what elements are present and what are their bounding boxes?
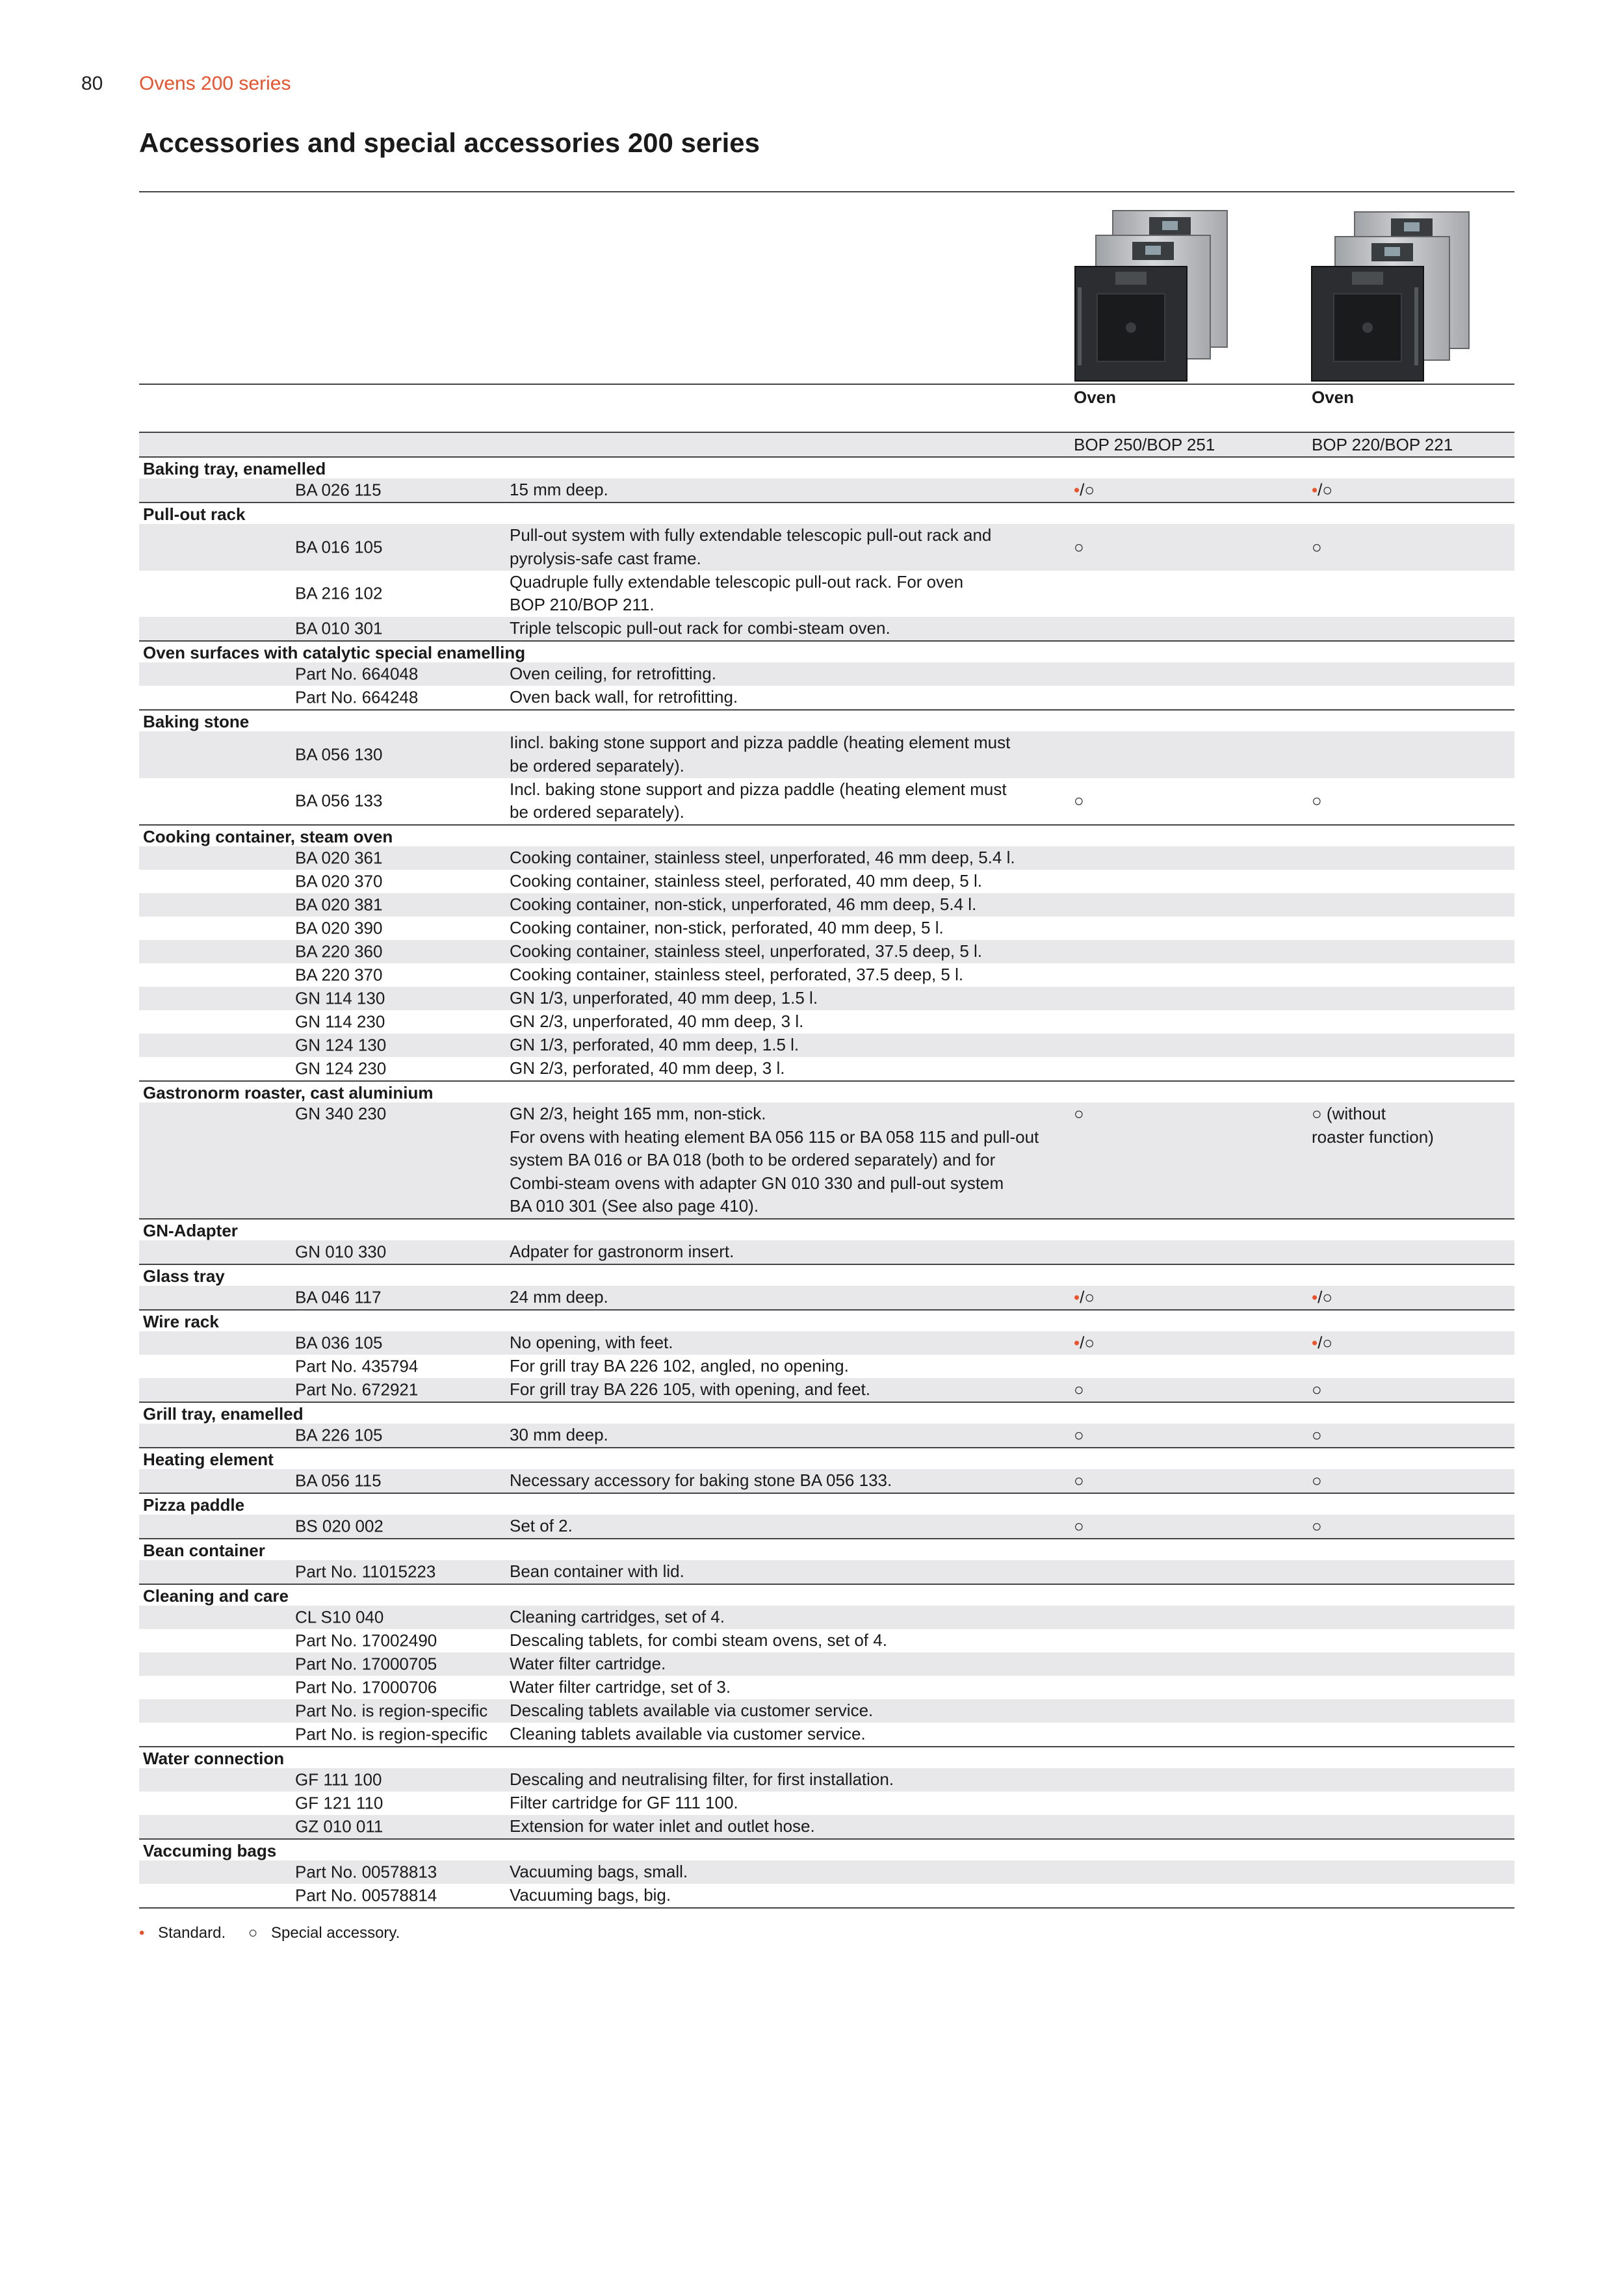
description: [510, 478, 1056, 502]
description: [510, 662, 1056, 686]
description: [510, 617, 1056, 640]
category-heading: Baking tray, enamelled: [139, 456, 1514, 478]
description: [510, 846, 1056, 870]
description: [510, 917, 1056, 940]
table-row: [139, 1768, 1514, 1792]
availability-2: [1312, 536, 1322, 559]
part-number: GF 111 100: [295, 1769, 382, 1790]
special-mark: ○: [1312, 790, 1322, 811]
description: [510, 686, 1056, 709]
special-mark: ○: [1074, 537, 1084, 556]
mark-separator: /: [1318, 480, 1323, 500]
description-line: Quadruple fully extendable telescopic pull-out rack. For oven: [510, 571, 964, 592]
table-row: [139, 1792, 1514, 1815]
table-row: [139, 1884, 1514, 1907]
description: [510, 963, 1056, 987]
table-row: [139, 940, 1514, 963]
availability-2: [1312, 1515, 1322, 1538]
table-header: [139, 384, 1514, 432]
table-end-rule: [139, 1907, 1514, 1909]
description-line: Iincl. baking stone support and pizza paddle (heating element must: [510, 733, 1011, 752]
special-mark: ○: [1074, 1470, 1084, 1491]
availability-1: [1074, 1515, 1084, 1538]
description-line: Combi-steam ovens with adapter GN 010 330 and pull-out system: [510, 1173, 1004, 1193]
category-heading: Cleaning and care: [139, 1584, 1514, 1606]
part-number: BA 220 360: [295, 941, 383, 961]
part-number: BS 020 002: [295, 1516, 383, 1536]
special-mark: ○: [1084, 1287, 1095, 1307]
description-line: Cooking container, stainless steel, perforated, 37.5 deep, 5 l.: [510, 965, 964, 984]
description: [510, 1652, 1056, 1676]
description: [510, 778, 1056, 824]
description-line: be ordered separately).: [510, 755, 684, 776]
part-number: Part No. 664048: [295, 664, 419, 684]
part-number: BA 026 115: [295, 480, 382, 500]
description-line: Extension for water inlet and outlet hose.: [510, 1816, 815, 1836]
table-row: [139, 731, 1514, 778]
category-heading: Pull-out rack: [139, 502, 1514, 524]
special-mark: ○: [1312, 1379, 1322, 1400]
description: [510, 1629, 1056, 1652]
page-title: Accessories and special accessories 200 series: [139, 127, 760, 158]
description: [510, 1469, 1056, 1493]
category-heading: Oven surfaces with catalytic special enamelling: [139, 640, 1514, 662]
availability-2: [1312, 1286, 1332, 1309]
availability-2: [1312, 1469, 1322, 1493]
part-number: BA 020 381: [295, 894, 383, 915]
description-line: Cooking container, stainless steel, unperforated, 37.5 deep, 5 l.: [510, 941, 983, 961]
special-mark: ○: [1084, 1333, 1095, 1353]
part-number: Part No. 11015223: [295, 1561, 436, 1582]
description: [510, 1676, 1056, 1699]
description-line: system BA 016 or BA 018 (both to be ordered separately) and for: [510, 1150, 996, 1169]
part-number: CL S10 040: [295, 1607, 384, 1627]
part-number: Part No. is region-specific: [295, 1724, 488, 1744]
description: [510, 1331, 1056, 1355]
table-row: [139, 1286, 1514, 1309]
part-number: Part No. 00578814: [295, 1885, 437, 1905]
category-heading: Vaccuming bags: [139, 1838, 1514, 1860]
table-row: [139, 617, 1514, 640]
title-divider: [139, 191, 1514, 192]
table-row: [139, 1606, 1514, 1629]
table-row: [139, 478, 1514, 502]
table-row: [139, 1469, 1514, 1493]
column-type-1: Oven: [1074, 387, 1117, 407]
table-row: [139, 1010, 1514, 1034]
description: [510, 1699, 1056, 1723]
description-line: Cooking container, non-stick, perforated, 40 mm deep, 5 l.: [510, 918, 944, 937]
availability-2: [1312, 790, 1322, 813]
part-number: BA 046 117: [295, 1287, 382, 1307]
table-row: [139, 1652, 1514, 1676]
description-line: Vacuuming bags, big.: [510, 1885, 671, 1905]
part-number: Part No. 672921: [295, 1379, 419, 1400]
availability-1: [1074, 1286, 1095, 1309]
table-row: [139, 963, 1514, 987]
part-number: Part No. 17000706: [295, 1677, 437, 1697]
part-number: BA 036 105: [295, 1333, 383, 1353]
page-number: 80: [81, 73, 103, 94]
availability-2: [1312, 478, 1332, 502]
special-mark: ○: [1074, 1104, 1084, 1123]
description: [510, 1768, 1056, 1792]
table-row: [139, 1424, 1514, 1447]
special-mark: ○: [1312, 1425, 1322, 1445]
description: [510, 1815, 1056, 1838]
description-line: Oven back wall, for retrofitting.: [510, 687, 738, 707]
special-mark: ○: [1084, 480, 1095, 500]
table-row: [139, 1699, 1514, 1723]
part-number: GF 121 110: [295, 1793, 383, 1813]
part-number: Part No. 435794: [295, 1356, 419, 1376]
part-number: BA 056 130: [295, 744, 383, 764]
legend: [139, 1924, 418, 1942]
special-mark: ○: [1074, 790, 1084, 811]
description: [510, 1723, 1056, 1746]
part-number: BA 010 301: [295, 618, 383, 638]
description: [510, 1378, 1056, 1402]
accessory-groups: [139, 456, 1514, 1907]
description-line: Descaling tablets, for combi steam ovens, set of 4.: [510, 1630, 887, 1650]
table-row: [139, 1378, 1514, 1402]
part-number: Part No. 17002490: [295, 1630, 437, 1650]
mark-separator: /: [1080, 480, 1085, 500]
table-row: [139, 1057, 1514, 1080]
model-row: [139, 432, 1514, 456]
description: [510, 1792, 1056, 1815]
table-row: [139, 1560, 1514, 1584]
column-models-2: BOP 220/BOP 221: [1312, 435, 1453, 454]
description-line: 30 mm deep.: [510, 1425, 608, 1444]
availability-1: [1074, 536, 1084, 559]
table-row: [139, 1515, 1514, 1538]
description: [510, 571, 1056, 617]
description-line: BOP 210/BOP 211.: [510, 595, 655, 614]
part-number: BA 056 133: [295, 790, 383, 811]
part-number: Part No. 00578813: [295, 1862, 437, 1882]
table-row: [139, 870, 1514, 893]
category-heading: Bean container: [139, 1538, 1514, 1560]
part-number: GN 124 130: [295, 1035, 387, 1055]
special-mark: ○: [1074, 1516, 1084, 1536]
table-row: [139, 1860, 1514, 1884]
description-line: Descaling and neutralising filter, for first installation.: [510, 1769, 894, 1789]
part-number: GN 124 230: [295, 1058, 387, 1078]
category-heading: Wire rack: [139, 1309, 1514, 1331]
table-row: [139, 1355, 1514, 1378]
part-number: BA 056 115: [295, 1470, 382, 1491]
description-line: Oven ceiling, for retrofitting.: [510, 664, 716, 683]
availability-note: roaster function): [1312, 1127, 1434, 1147]
description-line: 15 mm deep.: [510, 480, 608, 499]
table-row: [139, 571, 1514, 618]
part-number: GZ 010 011: [295, 1816, 383, 1836]
standard-mark: •: [1312, 480, 1318, 500]
description: [510, 940, 1056, 963]
mark-separator: /: [1080, 1333, 1085, 1353]
category-heading: Baking stone: [139, 709, 1514, 731]
description-line: Vacuuming bags, small.: [510, 1862, 688, 1881]
table-row: [139, 846, 1514, 870]
availability-2: [1312, 1424, 1322, 1447]
description-line: Cooking container, stainless steel, unperforated, 46 mm deep, 5.4 l.: [510, 848, 1015, 867]
category-heading: Cooking container, steam oven: [139, 824, 1514, 846]
oven-product-image-bop250: [1072, 209, 1248, 384]
description-line: Cleaning tablets available via customer service.: [510, 1724, 866, 1743]
description-line: Bean container with lid.: [510, 1561, 684, 1581]
mark-separator: /: [1080, 1287, 1085, 1307]
legend-special: ○ Special accessory.: [248, 1924, 400, 1942]
category-heading: Heating element: [139, 1447, 1514, 1469]
part-number: BA 216 102: [295, 583, 383, 603]
standard-mark: •: [1074, 480, 1080, 500]
part-number: BA 220 370: [295, 965, 383, 985]
availability-2: [1312, 1378, 1322, 1402]
standard-mark: •: [1312, 1287, 1318, 1307]
description-line: 24 mm deep.: [510, 1287, 608, 1307]
special-mark: ○: [1322, 1333, 1333, 1353]
description: [510, 870, 1056, 893]
availability-1: [1074, 1331, 1095, 1355]
category-heading: Pizza paddle: [139, 1493, 1514, 1515]
availability-1: [1074, 1424, 1084, 1447]
standard-mark: •: [1074, 1333, 1080, 1353]
column-models-1: BOP 250/BOP 251: [1074, 435, 1215, 454]
description: [510, 987, 1056, 1010]
special-mark: ○: [1312, 1470, 1322, 1491]
description: [510, 1102, 1056, 1218]
special-mark: ○ (without: [1312, 1104, 1386, 1123]
table-row: [139, 987, 1514, 1010]
part-number: GN 010 330: [295, 1242, 387, 1262]
part-number: GN 114 130: [295, 988, 385, 1008]
description-line: Adpater for gastronorm insert.: [510, 1242, 734, 1261]
table-row: [139, 1102, 1514, 1218]
category-heading: Gastronorm roaster, cast aluminium: [139, 1080, 1514, 1102]
table-row: [139, 1331, 1514, 1355]
description: [510, 1515, 1056, 1538]
table-row: [139, 686, 1514, 709]
part-number: BA 016 105: [295, 537, 383, 556]
description: [510, 1606, 1056, 1629]
description: [510, 1860, 1056, 1884]
category-heading: Water connection: [139, 1746, 1514, 1768]
part-number: BA 226 105: [295, 1425, 383, 1445]
table-row: [139, 1240, 1514, 1264]
description-line: Water filter cartridge, set of 3.: [510, 1677, 731, 1697]
description-line: GN 1/3, unperforated, 40 mm deep, 1.5 l.: [510, 988, 818, 1008]
table-row: [139, 662, 1514, 686]
section-title: Ovens 200 series: [139, 73, 291, 94]
part-number: BA 020 361: [295, 848, 383, 868]
availability-1: [1074, 1378, 1084, 1402]
table-row: [139, 893, 1514, 917]
availability-1: [1074, 478, 1095, 502]
category-heading: Grill tray, enamelled: [139, 1402, 1514, 1424]
description: [510, 524, 1056, 570]
table-row: [139, 524, 1514, 571]
accessories-table: [139, 384, 1514, 1909]
description: [510, 1286, 1056, 1309]
mark-separator: /: [1318, 1333, 1323, 1353]
description: [510, 1010, 1056, 1034]
description: [510, 1034, 1056, 1057]
description-line: Cooking container, stainless steel, perforated, 40 mm deep, 5 l.: [510, 871, 982, 891]
table-row: [139, 917, 1514, 940]
special-mark: ○: [1322, 480, 1333, 500]
legend-standard: • Standard.: [139, 1924, 226, 1942]
description-line: GN 1/3, perforated, 40 mm deep, 1.5 l.: [510, 1035, 799, 1054]
oven-product-image-bop220: [1309, 209, 1485, 384]
description-line: Cooking container, non-stick, unperforated, 46 mm deep, 5.4 l.: [510, 894, 977, 914]
description-line: Pull-out system with fully extendable telescopic pull-out rack and: [510, 525, 992, 545]
table-row: [139, 778, 1514, 825]
availability-1: [1074, 1469, 1084, 1493]
description-line: For grill tray BA 226 105, with opening, and feet.: [510, 1379, 871, 1399]
description-line: GN 2/3, height 165 mm, non-stick.: [510, 1104, 766, 1123]
description: [510, 1424, 1056, 1447]
special-mark: ○: [1074, 1425, 1084, 1445]
description-line: Necessary accessory for baking stone BA 056 133.: [510, 1470, 892, 1490]
description-line: Triple telscopic pull-out rack for combi-steam oven.: [510, 618, 890, 638]
standard-mark: •: [1312, 1333, 1318, 1353]
description-line: For ovens with heating element BA 056 115 or BA 058 115 and pull-out: [510, 1127, 1039, 1147]
availability-1: [1074, 1102, 1084, 1126]
description-line: Cleaning cartridges, set of 4.: [510, 1607, 725, 1626]
description-line: Descaling tablets available via customer service.: [510, 1701, 874, 1720]
description: [510, 1355, 1056, 1378]
description: [510, 1240, 1056, 1264]
column-type-2: Oven: [1312, 387, 1355, 407]
part-number: GN 340 230: [295, 1104, 387, 1123]
special-mark: ○: [1312, 537, 1322, 556]
description: [510, 893, 1056, 917]
description-line: For grill tray BA 226 102, angled, no opening.: [510, 1356, 849, 1376]
standard-mark: •: [1074, 1287, 1080, 1307]
part-number: GN 114 230: [295, 1011, 385, 1032]
availability-2: [1312, 1331, 1332, 1355]
part-number: Part No. 664248: [295, 687, 419, 707]
description: [510, 1884, 1056, 1907]
table-row: [139, 1629, 1514, 1652]
availability-2: [1312, 1102, 1434, 1149]
description: [510, 1057, 1056, 1080]
category-heading: Glass tray: [139, 1264, 1514, 1286]
availability-1: [1074, 790, 1084, 813]
special-mark: ○: [1312, 1516, 1322, 1536]
special-mark: ○: [1074, 1379, 1084, 1400]
description-line: pyrolysis-safe cast frame.: [510, 548, 701, 568]
description-line: Incl. baking stone support and pizza paddle (heating element must: [510, 779, 1007, 799]
description-line: Water filter cartridge.: [510, 1654, 666, 1673]
description-line: Set of 2.: [510, 1516, 573, 1535]
table-row: [139, 1815, 1514, 1838]
part-number: BA 020 390: [295, 918, 383, 938]
description-line: Filter cartridge for GF 111 100.: [510, 1793, 738, 1812]
mark-separator: /: [1318, 1287, 1323, 1307]
description: [510, 731, 1056, 777]
table-row: [139, 1676, 1514, 1699]
description-line: GN 2/3, perforated, 40 mm deep, 3 l.: [510, 1058, 785, 1078]
description-line: BA 010 301 (See also page 410).: [510, 1196, 759, 1216]
description-line: No opening, with feet.: [510, 1333, 673, 1352]
description-line: GN 2/3, unperforated, 40 mm deep, 3 l.: [510, 1011, 804, 1031]
part-number: Part No. 17000705: [295, 1654, 437, 1674]
part-number: Part No. is region-specific: [295, 1701, 488, 1721]
part-number: BA 020 370: [295, 871, 383, 891]
description: [510, 1560, 1056, 1584]
table-row: [139, 1723, 1514, 1746]
special-mark: ○: [1322, 1287, 1333, 1307]
description-line: be ordered separately).: [510, 802, 684, 822]
category-heading: GN-Adapter: [139, 1218, 1514, 1240]
table-row: [139, 1034, 1514, 1057]
